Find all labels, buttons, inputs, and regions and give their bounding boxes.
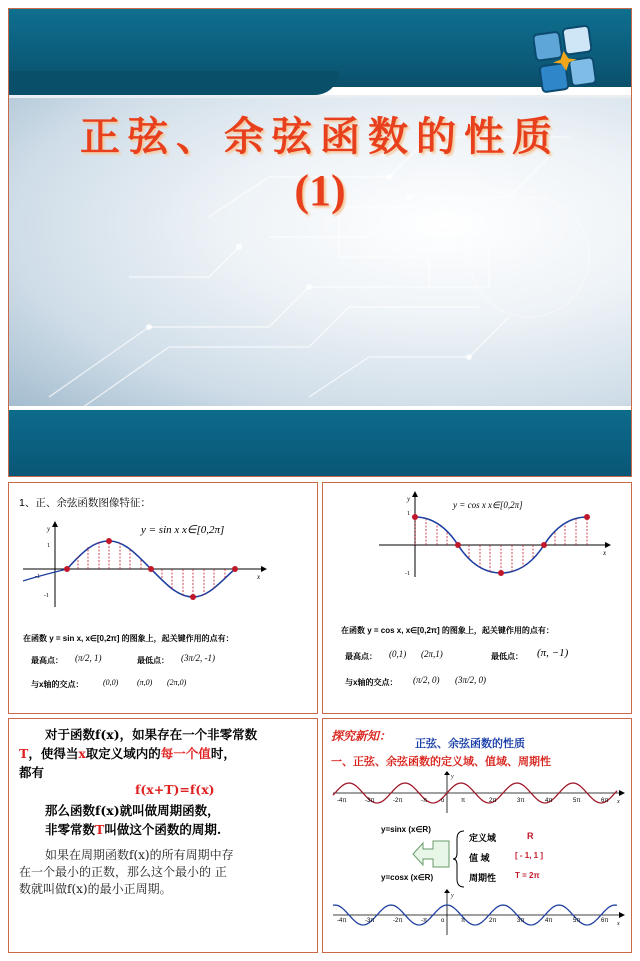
cosine-max-value: (2π,1) (421, 649, 443, 659)
domain-value: R (527, 831, 534, 841)
svg-text:y: y (451, 774, 454, 780)
text-fragment: 取定义域内的 (85, 746, 161, 761)
x-tick: 3π (517, 798, 525, 804)
svg-text:-1: -1 (44, 593, 49, 599)
text-fragment: 时， (210, 746, 236, 761)
range-label: 值 域 (469, 853, 490, 863)
double-arrow-icon (411, 837, 451, 871)
cosine-max-label: 最高点： (345, 652, 377, 661)
domain-label: 定义域 (469, 833, 497, 843)
x-tick: 6π (601, 798, 609, 804)
x-tick: -2π (393, 798, 403, 804)
cosine-features-slide (322, 482, 632, 714)
min-period-line-3: 数就叫做f(x)的最小正周期。 (19, 882, 172, 896)
svg-text:x: x (603, 549, 607, 557)
x-tick: -π (421, 918, 428, 924)
section-title: 一、正弦、余弦函数的定义域、值域、周期性 (331, 755, 551, 768)
x-tick: 4π (545, 918, 553, 924)
periodic-formula: f(x+T)=f(x) (135, 782, 215, 797)
x-tick: 4π (545, 798, 553, 804)
period-label: 周期性 (469, 873, 497, 883)
sine-zero-value: (2π,0) (167, 678, 187, 687)
sine-max-label: 最高点： (31, 656, 63, 665)
cosine-min-label: 最低点： (491, 652, 523, 661)
bottom-band (9, 406, 631, 476)
sine-min-value: (3π/2, -1) (181, 653, 216, 663)
definition-line-4: 那么函数f(x)就叫做周期函数， (45, 803, 220, 818)
explore-tag: 探究新知： (331, 729, 392, 743)
x-tick: -3π (365, 918, 375, 924)
logo-icon (533, 25, 597, 99)
sine-graph (17, 521, 267, 611)
brace-icon (453, 829, 465, 889)
sub-title: (1) (294, 166, 346, 215)
x-tick: -4π (337, 798, 347, 804)
top-band-tab (9, 71, 339, 95)
cosine-max-value: (0,1) (389, 649, 407, 659)
sine-graph-label: y = sin x x∈[0,2π] (141, 524, 225, 536)
x-tick: o (441, 918, 445, 924)
definition-line-3: 都有 (19, 765, 45, 780)
properties-slide (322, 718, 632, 953)
svg-text:y: y (407, 495, 411, 503)
main-title: 正弦、余弦函数的性质 (80, 113, 560, 160)
sine-function-label: y=sinx (x∈R) (381, 825, 431, 834)
sine-wave-graph (331, 771, 627, 815)
svg-text:y: y (451, 893, 454, 899)
x-tick: 6π (601, 918, 609, 924)
variable-x: x (78, 746, 86, 761)
sine-features-slide (8, 482, 318, 714)
svg-text:x: x (257, 573, 261, 581)
definition-line-5 (45, 820, 221, 838)
x-tick: -2π (393, 918, 403, 924)
cosine-zero-value: (π/2, 0) (413, 675, 440, 685)
emphasis-text: 每一个值 (160, 746, 211, 761)
sine-zero-label: 与x轴的交点： (31, 680, 84, 689)
text-fragment: ，使得当 (28, 746, 79, 761)
svg-text:y: y (47, 525, 51, 533)
topic-title: 正弦、余弦函数的性质 (415, 737, 525, 750)
sine-zero-value: (0,0) (103, 678, 119, 687)
x-tick: 2π (489, 798, 497, 804)
cosine-zero-label: 与x轴的交点： (345, 678, 398, 687)
cosine-graph-label: y = cos x x∈[0,2π] (453, 500, 523, 510)
svg-text:-1: -1 (35, 574, 40, 580)
x-tick: -4π (337, 918, 347, 924)
cosine-zero-value: (3π/2, 0) (455, 675, 487, 685)
min-period-line-2: 在一个最小的正数，那么这个最小的 正 (19, 865, 227, 879)
x-tick: 5π (573, 918, 581, 924)
x-tick: -π (421, 798, 428, 804)
sine-zero-value: (π,0) (137, 678, 153, 687)
sine-min-label: 最低点： (137, 656, 169, 665)
x-tick: -3π (365, 798, 375, 804)
x-tick: π (461, 918, 466, 924)
definition-line-1: 对于函数f(x)，如果存在一个非零常数 (45, 727, 258, 742)
sine-intro: 在函数 y = sin x, x∈[0,2π] 的图象上，起关键作用的点有： (23, 634, 234, 643)
cosine-graph (375, 491, 611, 581)
text-fragment: 叫做这个函数的周期. (104, 822, 222, 837)
cosine-wave-graph (331, 889, 627, 937)
period-symbol: T (95, 822, 105, 837)
svg-text:1: 1 (47, 543, 50, 549)
periodic-definition-slide (8, 718, 318, 953)
period-value: T = 2π (515, 871, 540, 880)
range-value: [ - 1, 1 ] (515, 851, 544, 860)
cosine-min-value: (π, −1) (537, 647, 569, 659)
svg-text:1: 1 (407, 511, 410, 517)
definition-line-2 (19, 744, 236, 762)
text-fragment: 非零常数 (45, 822, 96, 837)
svg-text:x: x (617, 921, 620, 927)
period-symbol: T (19, 746, 29, 761)
cosine-intro: 在函数 y = cos x, x∈[0,2π] 的图象上，起关键作用的点有： (341, 626, 554, 635)
svg-text:x: x (617, 799, 620, 805)
x-tick: π (461, 798, 466, 804)
min-period-line-1: 如果在周期函数f(x)的所有周期中存 (45, 848, 234, 862)
svg-text:-1: -1 (405, 571, 410, 577)
cosine-function-label: y=cosx (x∈R) (381, 873, 434, 882)
x-tick: 2π (489, 918, 497, 924)
x-tick: o (441, 798, 445, 804)
title-slide (8, 8, 632, 477)
slide-heading: 1、正、余弦函数图像特征： (19, 497, 151, 509)
sine-max-value: (π/2, 1) (75, 653, 102, 663)
x-tick: 5π (573, 798, 581, 804)
x-tick: 3π (517, 918, 525, 924)
